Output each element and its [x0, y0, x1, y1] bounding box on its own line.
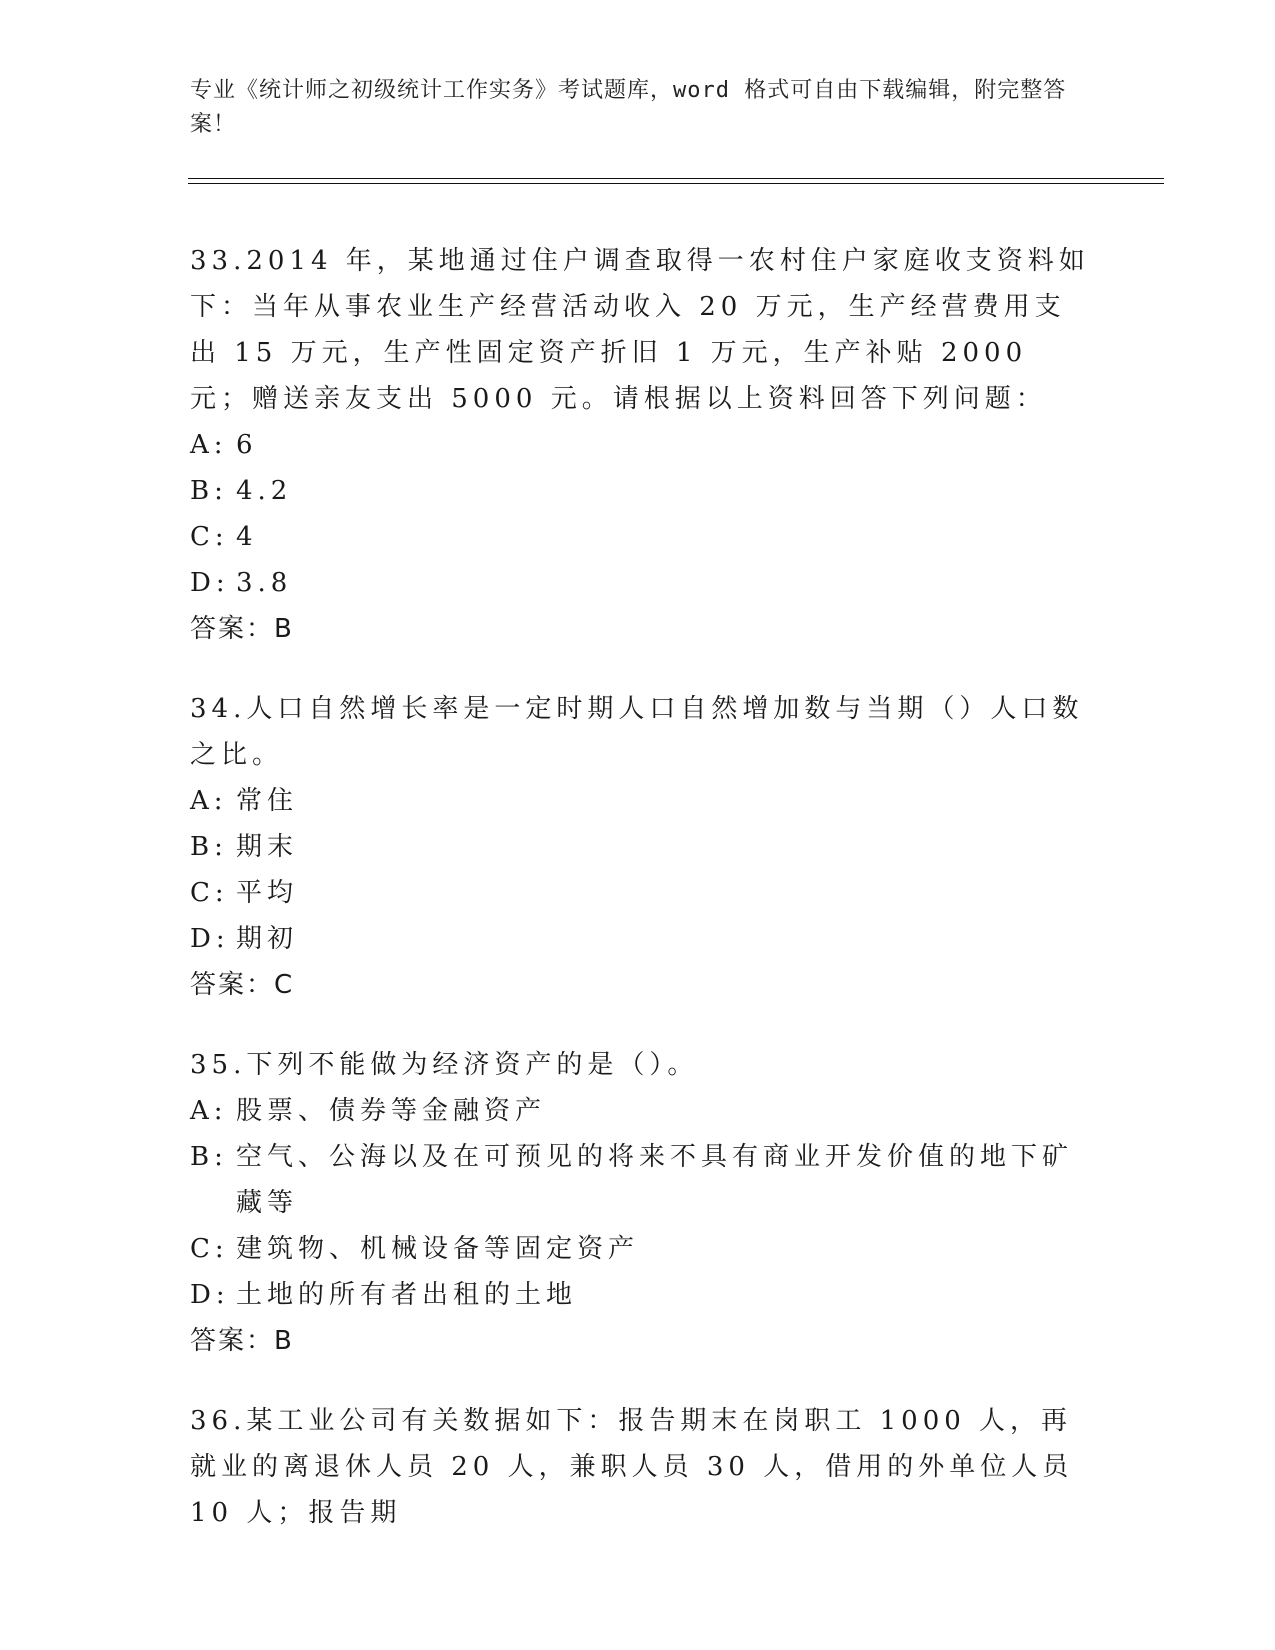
- option-a: [190, 778, 1090, 824]
- option-key: A:: [190, 430, 228, 460]
- answer-line: 答案：B: [190, 1326, 294, 1356]
- question-stem: 35.下列不能做为经济资产的是（）。: [190, 1050, 699, 1080]
- option-text: 土地的所有者出租的土地: [236, 1280, 578, 1310]
- answer-line: 答案：C: [190, 970, 295, 1000]
- question-list: [190, 238, 1090, 1570]
- option-text: 4: [236, 522, 258, 552]
- question-stem: 33.2014 年，某地通过住户调查取得一农村住户家庭收支资料如下：当年从事农业生产经营活动收入 20 万元，生产经营费用支出 15 万元，生产性固定资产折旧 1 万元，生产补贴 2000 元；赠送亲友支出 5000 元。请根据以上资料回答下列问题：: [190, 246, 1090, 414]
- option-key: B:: [190, 1142, 228, 1172]
- header-divider-top: [188, 178, 1164, 179]
- option-text: 空气、公海以及在可预见的将来不具有商业开发价值的地下矿藏等: [236, 1142, 1074, 1218]
- option-text: 4.2: [236, 476, 293, 506]
- question-stem: 34.人口自然增长率是一定时期人口自然增加数与当期（）人口数之比。: [190, 694, 1084, 770]
- question-stem: 36.某工业公司有关数据如下：报告期末在岗职工 1000 人，再就业的离退休人员 20 人，兼职人员 30 人，借用的外单位人员 10 人；报告期: [190, 1406, 1074, 1528]
- option-c: [190, 1226, 1090, 1272]
- option-key: B:: [190, 476, 228, 506]
- option-key: D:: [190, 1280, 230, 1310]
- option-key: D:: [190, 568, 230, 598]
- option-c: [190, 870, 1090, 916]
- option-a: [190, 422, 1090, 468]
- option-d: [190, 560, 1090, 606]
- option-text: 3.8: [236, 568, 293, 598]
- document-header: 专业《统计师之初级统计工作实务》考试题库，word 格式可自由下载编辑，附完整答案！: [190, 78, 1067, 137]
- option-text: 股票、债券等金融资产: [236, 1096, 547, 1126]
- option-d: [190, 1272, 1090, 1318]
- option-key: B:: [190, 832, 228, 862]
- option-text: 建筑物、机械设备等固定资产: [236, 1234, 640, 1264]
- question-36: [190, 1398, 1090, 1536]
- option-text: 期末: [236, 832, 299, 862]
- option-c: [190, 514, 1090, 560]
- option-key: A:: [190, 1096, 228, 1126]
- option-key: D:: [190, 924, 230, 954]
- answer-line: 答案：B: [190, 614, 294, 644]
- option-key: C:: [190, 522, 229, 552]
- question-34: [190, 686, 1090, 1008]
- option-text: 平均: [236, 878, 299, 908]
- option-text: 期初: [236, 924, 299, 954]
- option-d: [190, 916, 1090, 962]
- question-33: [190, 238, 1090, 652]
- header-divider-bottom: [188, 183, 1164, 184]
- option-key: A:: [190, 786, 228, 816]
- option-b: [190, 468, 1090, 514]
- option-b: [190, 824, 1090, 870]
- option-a: [190, 1088, 1090, 1134]
- option-key: C:: [190, 878, 229, 908]
- option-text: 6: [236, 430, 258, 460]
- question-35: [190, 1042, 1090, 1364]
- option-b: [190, 1134, 1090, 1226]
- option-text: 常住: [236, 786, 299, 816]
- option-key: C:: [190, 1234, 229, 1264]
